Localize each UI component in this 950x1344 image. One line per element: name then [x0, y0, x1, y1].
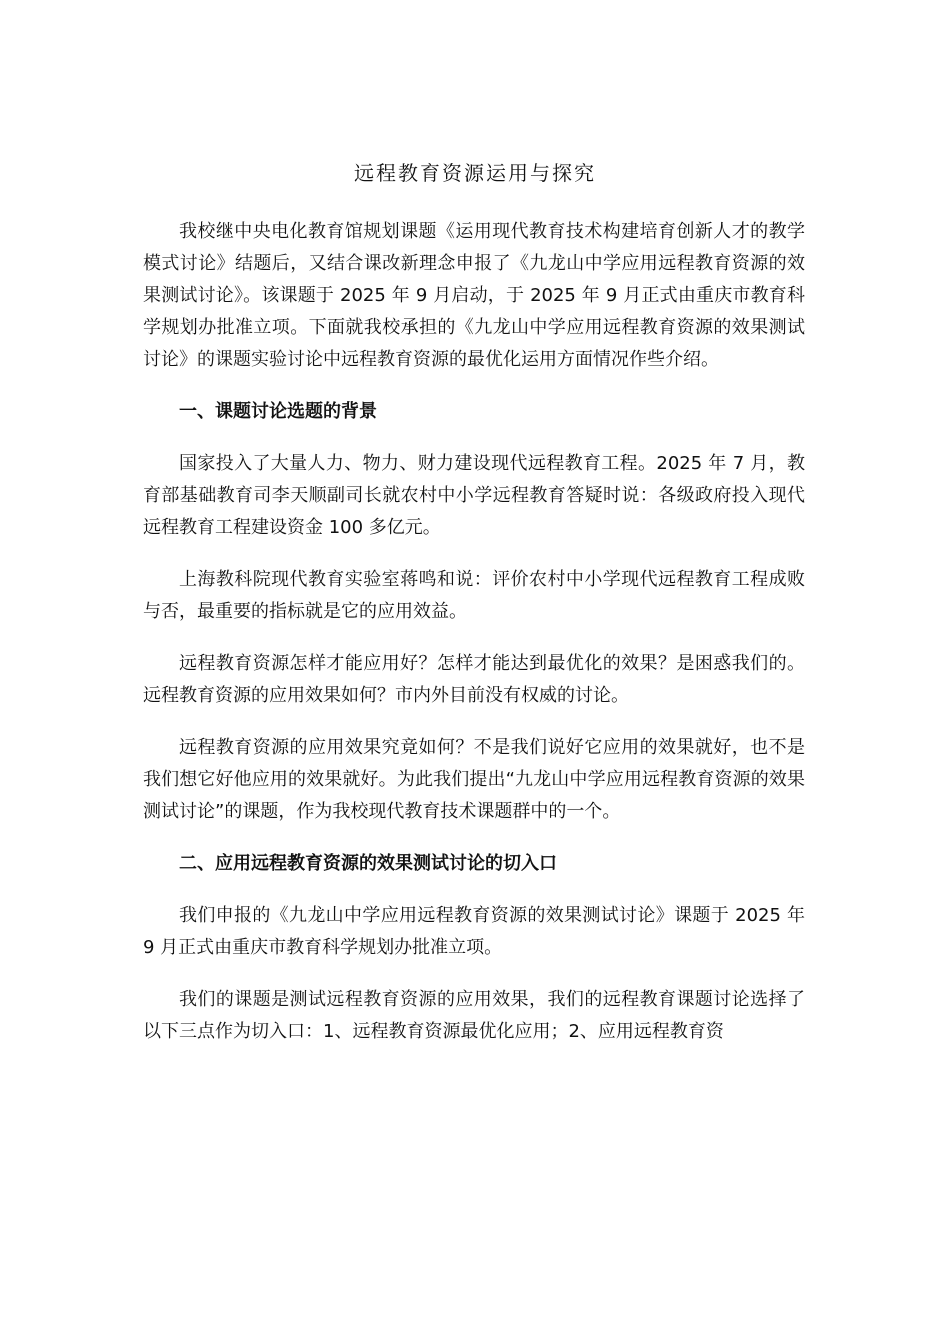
paragraph: 国家投入了大量人力、物力、财力建设现代远程教育工程。2025 年 7 月，教育部基础教育司李天顺副司长就农村中小学远程教育答疑时说：各级政府投入现代远程教育工程建设资金 100 多亿元。: [143, 453, 805, 538]
paragraph: 远程教育资源怎样才能应用好？怎样才能达到最优化的效果？是困惑我们的。远程教育资源的应用效果如何？市内外目前没有权威的讨论。: [143, 653, 805, 706]
paragraph: 我们的课题是测试远程教育资源的应用效果，我们的远程教育课题讨论选择了以下三点作为切入口：1、远程教育资源最优化应用；2、应用远程教育资: [143, 989, 805, 1042]
paragraph: 上海教科院现代教育实验室蒋鸣和说：评价农村中小学现代远程教育工程成败与否，最重要的指标就是它的应用效益。: [143, 569, 805, 622]
section-heading: 二、应用远程教育资源的效果测试讨论的切入口: [179, 853, 557, 874]
paragraph: 我校继中央电化教育馆规划课题《运用现代教育技术构建培育创新人才的教学模式讨论》结题后，又结合课改新理念申报了《九龙山中学应用远程教育资源的效果测试讨论》。该课题于 2025 年 9 月启动，于 2025 年 9 月正式由重庆市教育科学规划办批准立项。下面就我校承担的《九龙山中学应用远程教育资源的效果测试讨论》的课题实验讨论中远程教育资源的最优化运用方面情况作些介绍。: [143, 221, 805, 370]
document-title: 远程教育资源运用与探究: [354, 161, 596, 185]
paragraph: 我们申报的《九龙山中学应用远程教育资源的效果测试讨论》课题于 2025 年 9 月正式由重庆市教育科学规划办批准立项。: [143, 905, 805, 958]
paragraph: 远程教育资源的应用效果究竟如何？不是我们说好它应用的效果就好，也不是我们想它好他应用的效果就好。为此我们提出“九龙山中学应用远程教育资源的效果测试讨论”的课题，作为我校现代教育技术课题群中的一个。: [143, 737, 805, 822]
document-body: [143, 216, 805, 1068]
section-heading: 一、课题讨论选题的背景: [179, 401, 377, 422]
